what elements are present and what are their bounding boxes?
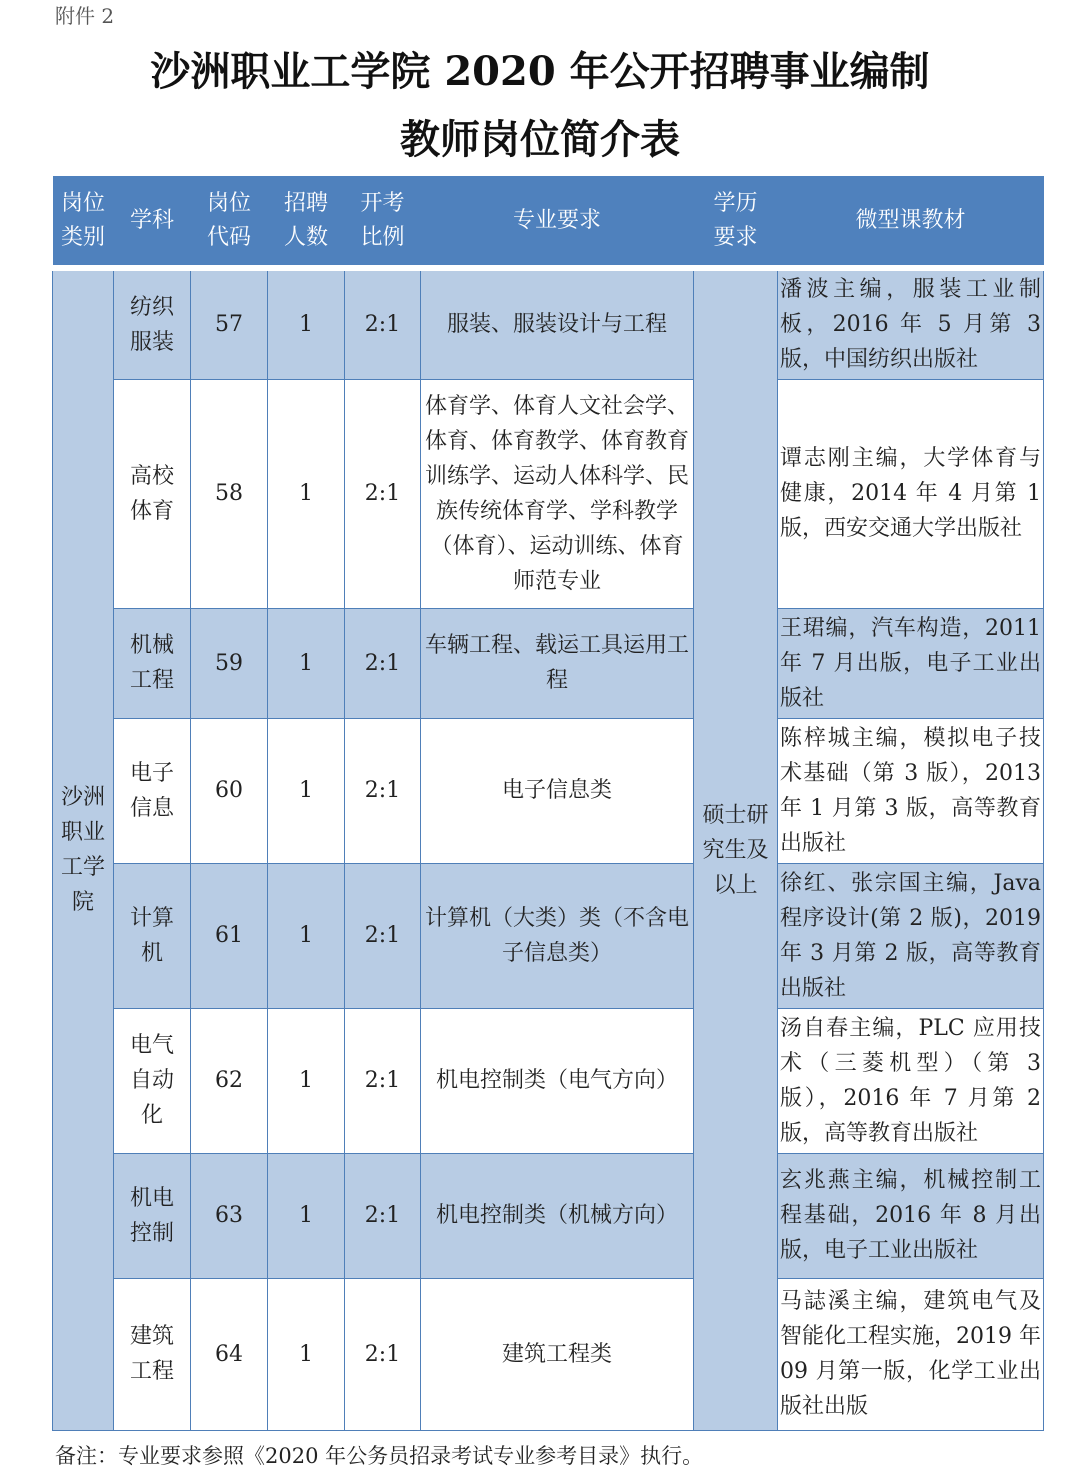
- table-row: [53, 1153, 1044, 1278]
- header-book: 微型课教材: [778, 176, 1044, 268]
- code-cell: 58: [191, 379, 268, 608]
- table-row: [53, 379, 1044, 608]
- header-count: 招聘人数: [268, 176, 345, 268]
- major-cell: 车辆工程、载运工具运用工程: [421, 608, 694, 718]
- table-header: [53, 176, 1044, 268]
- count-cell: 1: [268, 608, 345, 718]
- major-cell: 机电控制类（电气方向）: [421, 1008, 694, 1153]
- subject-cell: 纺织服装: [114, 268, 191, 379]
- major-cell: 服装、服装设计与工程: [421, 268, 694, 379]
- ratio-cell: 2:1: [345, 268, 421, 379]
- table-row: [53, 608, 1044, 718]
- ratio-cell: 2:1: [345, 608, 421, 718]
- major-cell: 体育学、体育人文社会学、体育、体育教学、体育教育训练学、运动人体科学、民族传统体育学、学科教学（体育）、运动训练、体育师范专业: [421, 379, 694, 608]
- table-row: [53, 718, 1044, 863]
- subject-cell: 电子信息: [114, 718, 191, 863]
- subject-cell: 高校体育: [114, 379, 191, 608]
- book-cell: 马誌溪主编，建筑电气及智能化工程实施，2019 年 09 月第一版，化学工业出版社出版: [778, 1278, 1044, 1430]
- code-cell: 63: [191, 1153, 268, 1278]
- ratio-cell: 2:1: [345, 1278, 421, 1430]
- subject-cell: 电气自动化: [114, 1008, 191, 1153]
- header-major: 专业要求: [421, 176, 694, 268]
- count-cell: 1: [268, 718, 345, 863]
- count-cell: 1: [268, 379, 345, 608]
- count-cell: 1: [268, 1278, 345, 1430]
- ratio-cell: 2:1: [345, 863, 421, 1008]
- header-ratio: 开考比例: [345, 176, 421, 268]
- header-code: 岗位代码: [191, 176, 268, 268]
- header-category: 岗位类别: [53, 176, 114, 268]
- attachment-label: 附件 2: [55, 4, 115, 28]
- book-cell: 玄兆燕主编，机械控制工程基础，2016 年 8 月出版，电子工业出版社: [778, 1153, 1044, 1278]
- major-cell: 建筑工程类: [421, 1278, 694, 1430]
- subject-cell: 建筑工程: [114, 1278, 191, 1430]
- subject-cell: 机电控制: [114, 1153, 191, 1278]
- positions-table: [52, 176, 1044, 1431]
- count-cell: 1: [268, 1008, 345, 1153]
- header-subject: 学科: [114, 176, 191, 268]
- book-cell: 谭志刚主编，大学体育与健康，2014 年 4 月第 1 版，西安交通大学出版社: [778, 379, 1044, 608]
- education-cell: 硕士研究生及以上: [694, 268, 778, 1430]
- ratio-cell: 2:1: [345, 1153, 421, 1278]
- code-cell: 64: [191, 1278, 268, 1430]
- code-cell: 60: [191, 718, 268, 863]
- category-cell: 沙洲职业工学院: [53, 268, 114, 1430]
- book-cell: 陈梓城主编，模拟电子技术基础（第 3 版），2013 年 1 月第 3 版，高等教育出版社: [778, 718, 1044, 863]
- major-cell: 机电控制类（机械方向）: [421, 1153, 694, 1278]
- table-row: [53, 1008, 1044, 1153]
- major-cell: 电子信息类: [421, 718, 694, 863]
- page-title: 沙洲职业工学院 2020 年公开招聘事业编制: [150, 48, 930, 95]
- subject-cell: 机械工程: [114, 608, 191, 718]
- major-cell: 计算机（大类）类（不含电子信息类）: [421, 863, 694, 1008]
- footnote: 备注：专业要求参照《2020 年公务员招录考试专业参考目录》执行。: [55, 1444, 704, 1468]
- table-row: [53, 1278, 1044, 1430]
- header-education: 学历要求: [694, 176, 778, 268]
- count-cell: 1: [268, 1153, 345, 1278]
- table-row: [53, 268, 1044, 379]
- subject-cell: 计算机: [114, 863, 191, 1008]
- page-subtitle: 教师岗位简介表: [400, 116, 680, 163]
- book-cell: 徐红、张宗国主编，Java 程序设计(第 2 版)，2019 年 3 月第 2 版，高等教育出版社: [778, 863, 1044, 1008]
- table-row: [53, 863, 1044, 1008]
- code-cell: 57: [191, 268, 268, 379]
- ratio-cell: 2:1: [345, 718, 421, 863]
- count-cell: 1: [268, 863, 345, 1008]
- ratio-cell: 2:1: [345, 1008, 421, 1153]
- ratio-cell: 2:1: [345, 379, 421, 608]
- code-cell: 62: [191, 1008, 268, 1153]
- code-cell: 61: [191, 863, 268, 1008]
- book-cell: 王珺编，汽车构造，2011 年 7 月出版，电子工业出版社: [778, 608, 1044, 718]
- book-cell: 潘波主编，服装工业制板，2016 年 5 月第 3 版，中国纺织出版社: [778, 268, 1044, 379]
- count-cell: 1: [268, 268, 345, 379]
- code-cell: 59: [191, 608, 268, 718]
- book-cell: 汤自春主编，PLC 应用技术（三菱机型）（第 3 版），2016 年 7 月第 2 版，高等教育出版社: [778, 1008, 1044, 1153]
